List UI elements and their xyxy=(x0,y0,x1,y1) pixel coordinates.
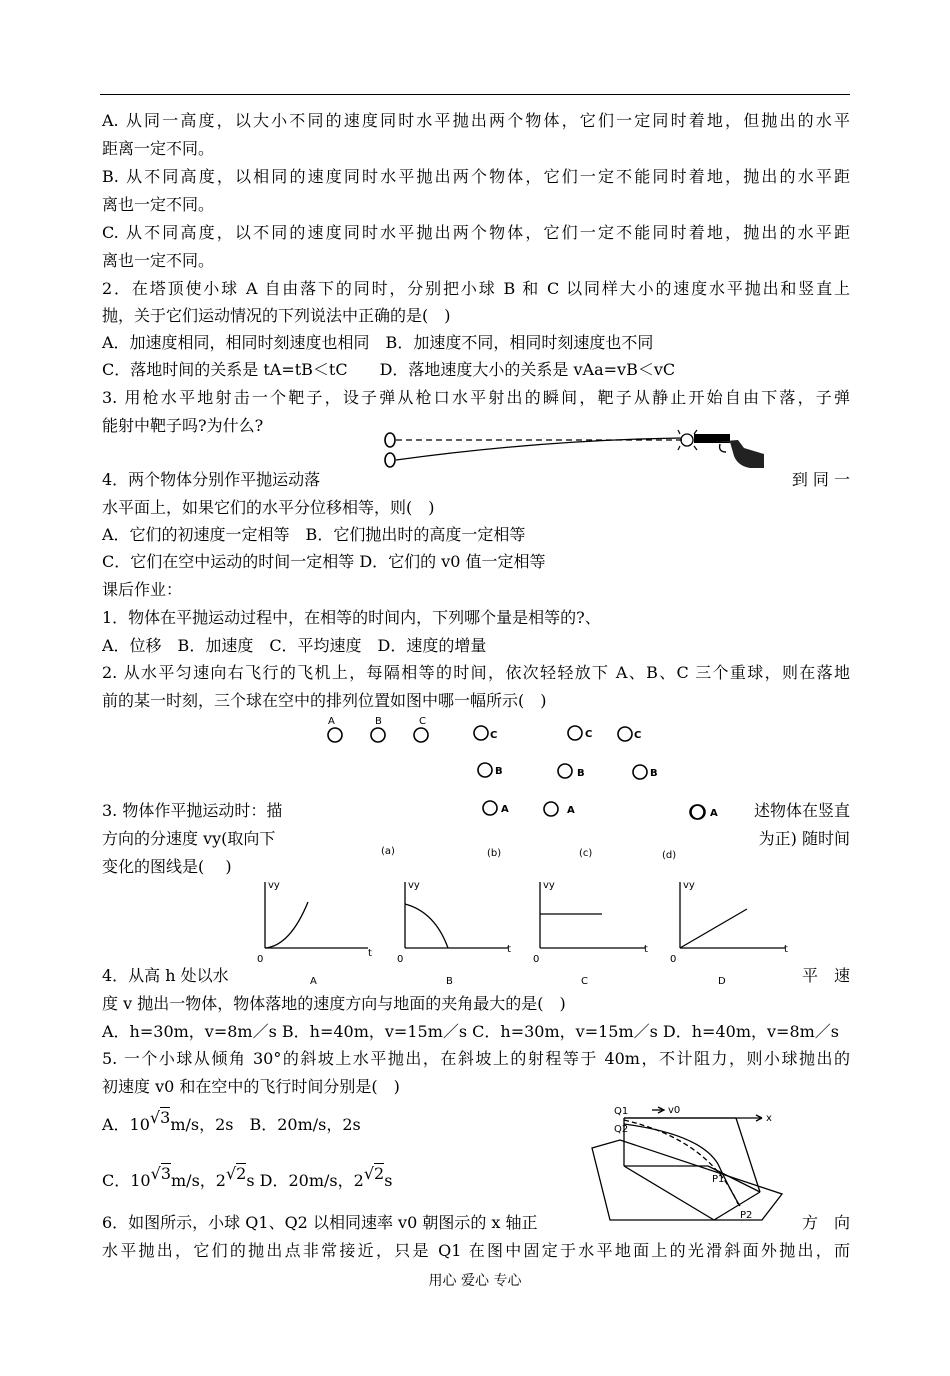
ball-label: A xyxy=(328,716,335,727)
sqrt-symbol: √3 xyxy=(150,1164,171,1183)
figure-label: v0 xyxy=(668,1105,681,1116)
sqrt-symbol: √3 xyxy=(149,1108,171,1127)
text-line: 4．两个物体分别作平抛运动落 xyxy=(102,470,321,489)
axis-label: t xyxy=(368,948,372,959)
text-line: 离也一定不同。 xyxy=(102,251,215,270)
target-top xyxy=(385,433,395,447)
sqrt-radicand: 3 xyxy=(160,1164,171,1183)
header-rule xyxy=(100,94,850,95)
text-line: A．位移 B．加速度 C．平均速度 D．速度的增量 xyxy=(102,636,487,655)
ball xyxy=(414,728,428,742)
sqrt-radicand: 3 xyxy=(160,1108,171,1127)
ball xyxy=(568,726,582,740)
sqrt-radicand: 2 xyxy=(236,1164,247,1183)
axis-label: vy xyxy=(268,880,280,891)
option-text: s xyxy=(384,1171,393,1190)
origin-label: 0 xyxy=(257,954,264,965)
option-label: B xyxy=(446,976,453,987)
text-line: 抛，关于它们运动情况的下列说法中正确的是( ) xyxy=(102,306,451,325)
balls-figure xyxy=(315,712,677,862)
option-text: m/s，2s B．20m/s，2s xyxy=(170,1115,361,1134)
ball-label: B xyxy=(375,716,382,727)
ball-label: A xyxy=(501,804,509,815)
vt-graphs-figure xyxy=(250,872,810,990)
ball-label: C xyxy=(585,729,593,740)
text-line: 方向的分速度 vy(取向下 xyxy=(102,829,276,848)
text-line: 水平面上，如果它们的水平分位移相等，则( ) xyxy=(102,498,435,517)
ball-label: C xyxy=(634,730,642,741)
text-line: 平 速 xyxy=(801,966,850,985)
figure-label: x xyxy=(766,1113,772,1124)
figure-label: Q1 xyxy=(614,1106,629,1117)
text-line: 3. 物体作平抛运动时：描 xyxy=(102,801,283,820)
text-line: B. 从不同高度，以相同的速度同时水平抛出两个物体，它们一定不能同时着地，抛出的水平距 xyxy=(102,167,850,186)
text-line: 2. 从水平匀速向右飞行的飞机上，每隔相等的时间，依次轻轻放下 A、B、C 三个重球，则在落地 xyxy=(102,663,850,682)
text-line: 水平抛出，它们的抛出点非常接近，只是 Q1 在图中固定于水平地面上的光滑斜面外抛出，而 xyxy=(102,1241,850,1260)
ball-label: B xyxy=(650,768,658,779)
text-line: 方 向 xyxy=(801,1213,850,1232)
option-label: C xyxy=(581,976,588,987)
text-line: 5. 一个小球从倾角 30°的斜坡上水平抛出，在斜坡上的射程等于 40m，不计阻力，则小球抛出的 xyxy=(102,1049,850,1068)
text-line: 4．从高 h 处以水 xyxy=(102,966,229,985)
text-line: C. 从不同高度，以不同的速度同时水平抛出两个物体，它们一定不能同时着地，抛出的水平距 xyxy=(102,223,850,242)
text-line: 变化的图线是( ) xyxy=(102,857,232,876)
incline-figure xyxy=(590,1100,790,1225)
target-fallen xyxy=(385,453,395,467)
text-line: A．加速度相同，相同时刻速度也相同 B．加速度不同，相同时刻速度也不同 xyxy=(102,333,654,352)
text-line: A. 从同一高度，以大小不同的速度同时水平抛出两个物体，它们一定同时着地，但抛出的水平 xyxy=(102,111,850,130)
text-line: C．它们在空中运动的时间一定相等 D．它们的 v0 值一定相等 xyxy=(102,552,546,571)
panel-label: (a) xyxy=(381,846,395,857)
ball xyxy=(483,801,497,815)
ball xyxy=(474,726,488,740)
ball xyxy=(544,802,558,816)
text-line: C．落地时间的关系是 tA=tB＜tC D．落地速度大小的关系是 vAa=vB＜vC xyxy=(102,360,676,379)
text-line: 课后作业： xyxy=(102,580,183,599)
option-text: A．10 xyxy=(102,1115,150,1134)
ball xyxy=(328,728,342,742)
axis-label: vy xyxy=(408,880,420,891)
text-line: 距离一定不同。 xyxy=(102,139,215,158)
option-text: C．10 xyxy=(102,1171,151,1190)
ball-label: C xyxy=(419,716,426,727)
gun-target-figure xyxy=(382,426,772,474)
gun-icon xyxy=(678,430,764,468)
text-line: 6．如图所示，小球 Q1、Q2 以相同速率 v0 朝图示的 x 轴正 xyxy=(102,1213,538,1232)
origin-label: 0 xyxy=(670,954,677,965)
ball-label: A xyxy=(710,808,718,819)
text-line: 前的某一时刻，三个球在空中的排列位置如图中哪一幅所示( ) xyxy=(102,691,547,710)
axis-label: vy xyxy=(543,880,555,891)
origin-label: 0 xyxy=(397,954,404,965)
ball xyxy=(618,727,632,741)
ball xyxy=(478,763,492,777)
text-line: 3. 用枪水平地射击一个靶子，设子弹从枪口水平射出的瞬间，靶子从静止开始自由下落，子弹 xyxy=(102,388,850,407)
panel-label: (c) xyxy=(579,848,593,859)
text-line: A．h=30m，v=8m／s B．h=40m，v=15m／s C．h=30m，v=15m／s D．h=40m，v=8m／s xyxy=(102,1022,839,1041)
text-line: 1．物体在平抛运动过程中，在相等的时间内，下列哪个量是相等的?、 xyxy=(102,608,601,627)
figure-label: Q2 xyxy=(614,1124,629,1135)
page-footer: 用心 爱心 专心 xyxy=(428,1273,522,1289)
ball-label: C xyxy=(490,730,498,741)
ball xyxy=(558,764,572,778)
panel-label: (d) xyxy=(662,850,677,861)
origin-label: 0 xyxy=(533,954,540,965)
sqrt-radicand: 2 xyxy=(374,1164,385,1183)
q5-option-a xyxy=(102,1108,482,1136)
text-line: A．它们的初速度一定相等 B．它们抛出时的高度一定相等 xyxy=(102,525,526,544)
text-line: 度 v 抛出一物体，物体落地的速度方向与地面的夹角最大的是( ) xyxy=(102,994,566,1013)
ball xyxy=(633,765,647,779)
panel-label: (b) xyxy=(487,848,502,859)
ball xyxy=(371,728,385,742)
axis-label: t xyxy=(644,944,648,955)
text-line: 述物体在竖直 xyxy=(753,801,850,820)
text-line: 初速度 v0 和在空中的飞行时间分别是( ) xyxy=(102,1077,400,1096)
text-line: 到 同 一 xyxy=(791,470,850,489)
ball-label: A xyxy=(567,805,575,816)
option-label: D xyxy=(718,976,726,987)
option-text: m/s，2 xyxy=(171,1171,226,1190)
figure-label: P1 xyxy=(712,1174,725,1185)
text-line: 能射中靶子吗?为什么? xyxy=(102,416,264,435)
ball-label: B xyxy=(495,766,503,777)
text-line: 为正) 随时间 xyxy=(758,829,850,848)
option-text: s D．20m/s，2 xyxy=(246,1171,364,1190)
option-label: A xyxy=(310,976,317,987)
axis-label: t xyxy=(784,944,788,955)
ball-A-d xyxy=(688,802,722,822)
axis-label: t xyxy=(507,944,511,955)
sqrt-symbol: √2 xyxy=(225,1164,247,1183)
text-line: 离也一定不同。 xyxy=(102,195,215,214)
figure-label: P2 xyxy=(740,1210,753,1221)
ball-label: B xyxy=(577,768,585,779)
q5-option-c xyxy=(102,1164,482,1192)
axis-label: vy xyxy=(683,880,695,891)
text-line: 2．在塔顶使小球 A 自由落下的同时，分别把小球 B 和 C 以同样大小的速度水平抛出和竖直上 xyxy=(102,279,850,298)
sqrt-symbol: √2 xyxy=(363,1164,385,1183)
bullet-path xyxy=(396,438,682,460)
